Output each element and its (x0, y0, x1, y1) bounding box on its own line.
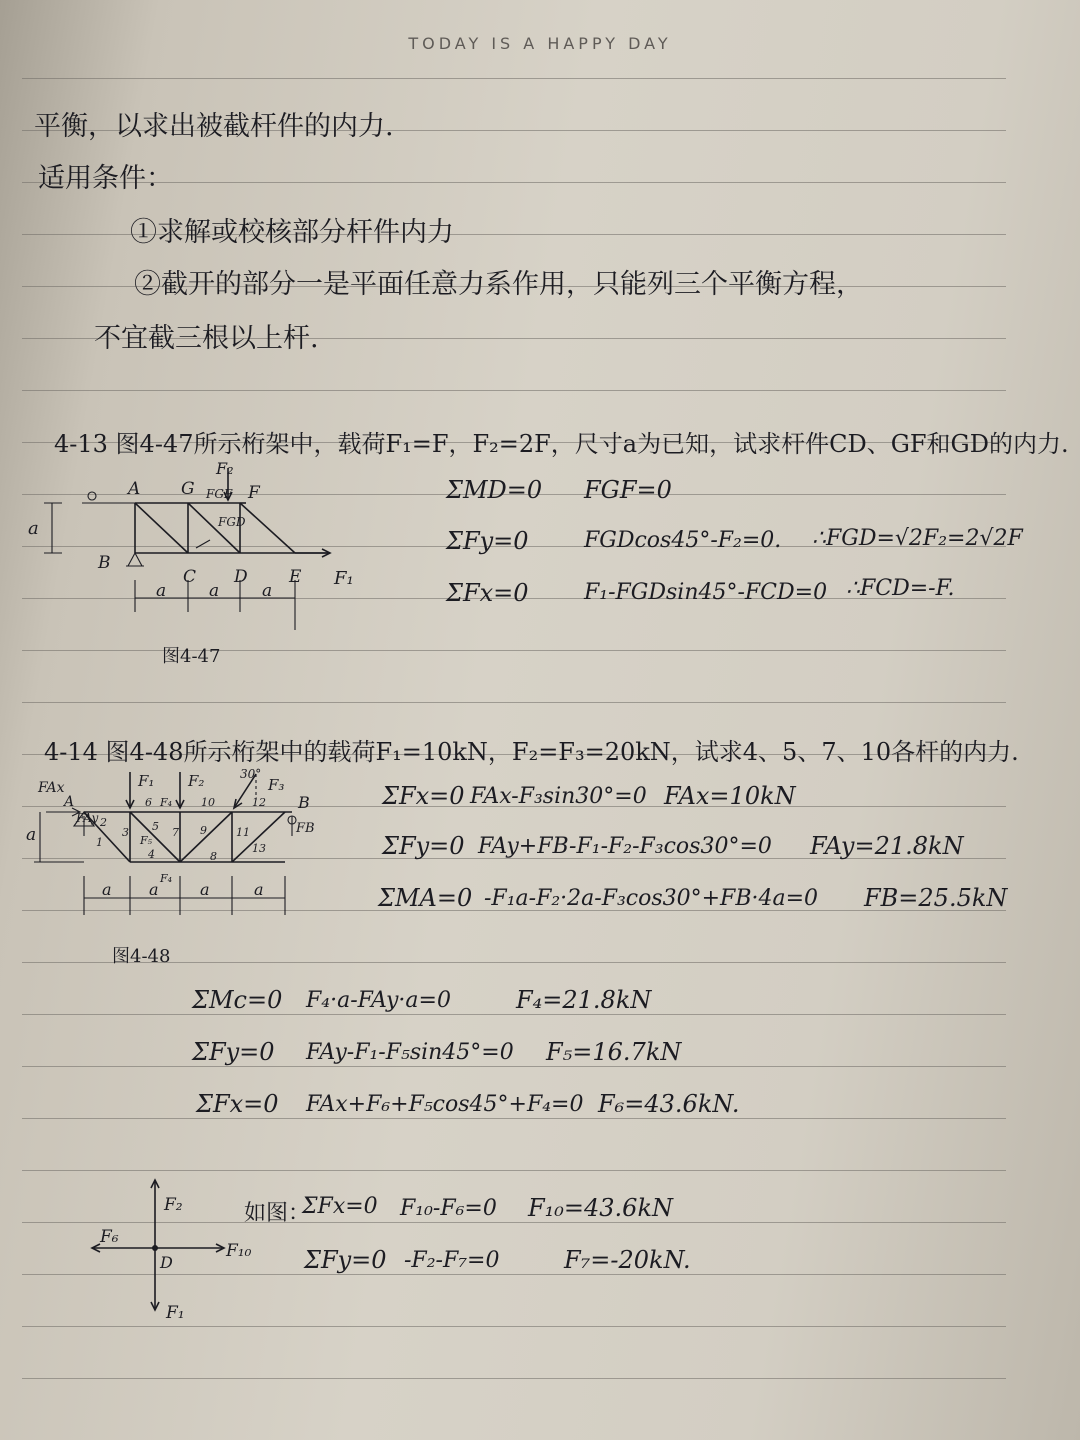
p413-eq1-result: FGF=0 (584, 476, 672, 504)
label-F3: F₃ (268, 776, 285, 794)
label-F2: F₂ (216, 459, 234, 478)
fbd-joint-D (152, 1245, 158, 1251)
p414-eq6-value: F₆=43.6kN. (598, 1090, 740, 1118)
p414-eq2-rel: FAy+FB-F₁-F₂-F₃cos30°=0 (478, 834, 772, 859)
label-FGD: FGD (218, 515, 246, 529)
p414-eq8: ΣFy=0 (304, 1246, 387, 1274)
label-A: A (128, 479, 141, 499)
label-a-1: a (102, 880, 112, 899)
label-F4-top: F₄ (160, 796, 173, 809)
fbd-label-F1: F₁ (166, 1303, 185, 1323)
member-label-1: 1 (96, 836, 103, 849)
p413-eq3-conclusion: ∴FCD=-F. (846, 576, 955, 601)
p414-eq5-value: F₅=16.7kN (546, 1038, 682, 1066)
label-D: D (234, 567, 248, 587)
note-line-2: 适用条件： (38, 163, 173, 194)
label-FAy: FAy (76, 811, 99, 825)
p413-eq1: ΣMD=0 (446, 476, 543, 504)
note-line-5: 不宜截三根以上杆. (94, 323, 319, 354)
label-F2: F₂ (188, 772, 205, 790)
label-G: G (181, 479, 195, 499)
member-label-8: 8 (210, 850, 217, 863)
member-label-10: 10 (201, 796, 215, 809)
member-label-2: 2 (100, 816, 107, 829)
label-F1: F₁ (138, 772, 155, 790)
label-a-2: a (149, 880, 159, 899)
label-a-2: a (209, 581, 220, 601)
label-F4-bottom: F₄ (160, 872, 173, 885)
p414-eq1-value: FAx=10kN (664, 782, 796, 810)
label-A: A (64, 794, 75, 810)
note-line-3: ①求解或校核部分杆件内力 (130, 217, 454, 248)
label-a-3: a (262, 581, 273, 601)
member-label-9: 9 (200, 824, 207, 837)
p413-eq3-result: F₁-FGDsin45°-FCD=0 (584, 580, 828, 605)
p414-eq3-value: FB=25.5kN (864, 884, 1008, 912)
label-FB: FB (296, 821, 315, 836)
fbd-label-D: D (160, 1253, 173, 1272)
p414-eq6: ΣFx=0 (196, 1090, 279, 1118)
p414-eq3: ΣMA=0 (378, 884, 473, 912)
label-30deg: 30° (240, 767, 262, 781)
label-a-1: a (156, 581, 167, 601)
label-F1: F₁ (334, 568, 354, 589)
p414-eq8-rel: -F₂-F₇=0 (404, 1248, 500, 1273)
p414-eq7: ΣFx=0 (302, 1194, 378, 1219)
member-label-4: 4 (148, 848, 155, 861)
member-label-6: 6 (145, 796, 152, 809)
member-label-11: 11 (236, 826, 250, 839)
member-label-3: 3 (122, 826, 129, 839)
label-a-vertical: a (28, 518, 39, 539)
p414-eq7-rel: F₁₀-F₆=0 (400, 1196, 497, 1221)
fbd-label-F2: F₂ (164, 1195, 183, 1215)
fbd-label-F6: F₆ (100, 1227, 119, 1247)
member-label-13: 13 (252, 842, 266, 855)
label-a-vertical: a (26, 825, 37, 845)
label-F5: F₅ (140, 834, 153, 847)
label-a-4: a (254, 880, 264, 899)
note-line-1: 平衡，以求出被截杆件的内力. (34, 111, 394, 142)
label-a-3: a (200, 880, 210, 899)
p413-eq3: ΣFx=0 (446, 579, 529, 607)
member-label-12: 12 (252, 796, 266, 809)
problem-4-13-title: 4-13 图4-47所示桁架中，载荷F₁=F，F₂=2F，尺寸a为已知，试求杆件CD、GF和GD的内力. (54, 430, 1069, 458)
member-label-7: 7 (172, 826, 179, 839)
note-line-4: ②截开的部分一是平面任意力系作用，只能列三个平衡方程， (134, 269, 863, 300)
label-FGF: FGF (206, 487, 233, 501)
problem-4-14-title: 4-14 图4-48所示桁架中的载荷F₁=10kN，F₂=F₃=20kN，试求4、5、7、10各杆的内力. (44, 738, 1019, 766)
p414-eq2-value: FAy=21.8kN (810, 832, 964, 860)
p414-eq2: ΣFy=0 (382, 832, 465, 860)
p414-eq7-value: F₁₀=43.6kN (528, 1194, 673, 1222)
label-C: C (183, 567, 197, 587)
caption-fig-4-48: 图4-48 (112, 946, 171, 967)
p414-eq5-rel: FAy-F₁-F₅sin45°=0 (306, 1040, 514, 1065)
caption-fig-4-47: 图4-47 (162, 646, 221, 667)
page-header: TODAY IS A HAPPY DAY (408, 34, 672, 53)
member-9 (180, 812, 232, 862)
label-B: B (98, 553, 111, 573)
p414-eq4-value: F₄=21.8kN (516, 986, 652, 1014)
p413-eq2-conclusion: ∴FGD=√2F₂=2√2F (812, 526, 1023, 551)
p414-eq4-rel: F₄·a-FAy·a=0 (306, 988, 451, 1013)
p414-eq1-rel: FAx-F₃sin30°=0 (470, 784, 647, 809)
p414-eq6-rel: FAx+F₆+F₅cos45°+F₄=0 (306, 1092, 584, 1117)
label-B: B (298, 793, 310, 812)
p414-eq7-prefix: 如图： (244, 1201, 311, 1226)
p414-eq8-value: F₇=-20kN. (564, 1246, 691, 1274)
p413-eq2-result: FGDcos45°-F₂=0. (584, 528, 782, 553)
p413-eq2: ΣFy=0 (446, 527, 529, 555)
p414-eq1: ΣFx=0 (382, 782, 465, 810)
label-E: E (289, 567, 302, 587)
p414-eq4: ΣMc=0 (192, 986, 283, 1014)
label-FAx: FAx (38, 780, 65, 796)
p414-eq3-rel: -F₁a-F₂·2a-F₃cos30°+FB·4a=0 (484, 886, 819, 911)
member-label-5: 5 (152, 820, 159, 833)
p414-eq5: ΣFy=0 (192, 1038, 275, 1066)
fbd-label-F10: F₁₀ (226, 1241, 252, 1261)
label-F: F (248, 483, 260, 503)
